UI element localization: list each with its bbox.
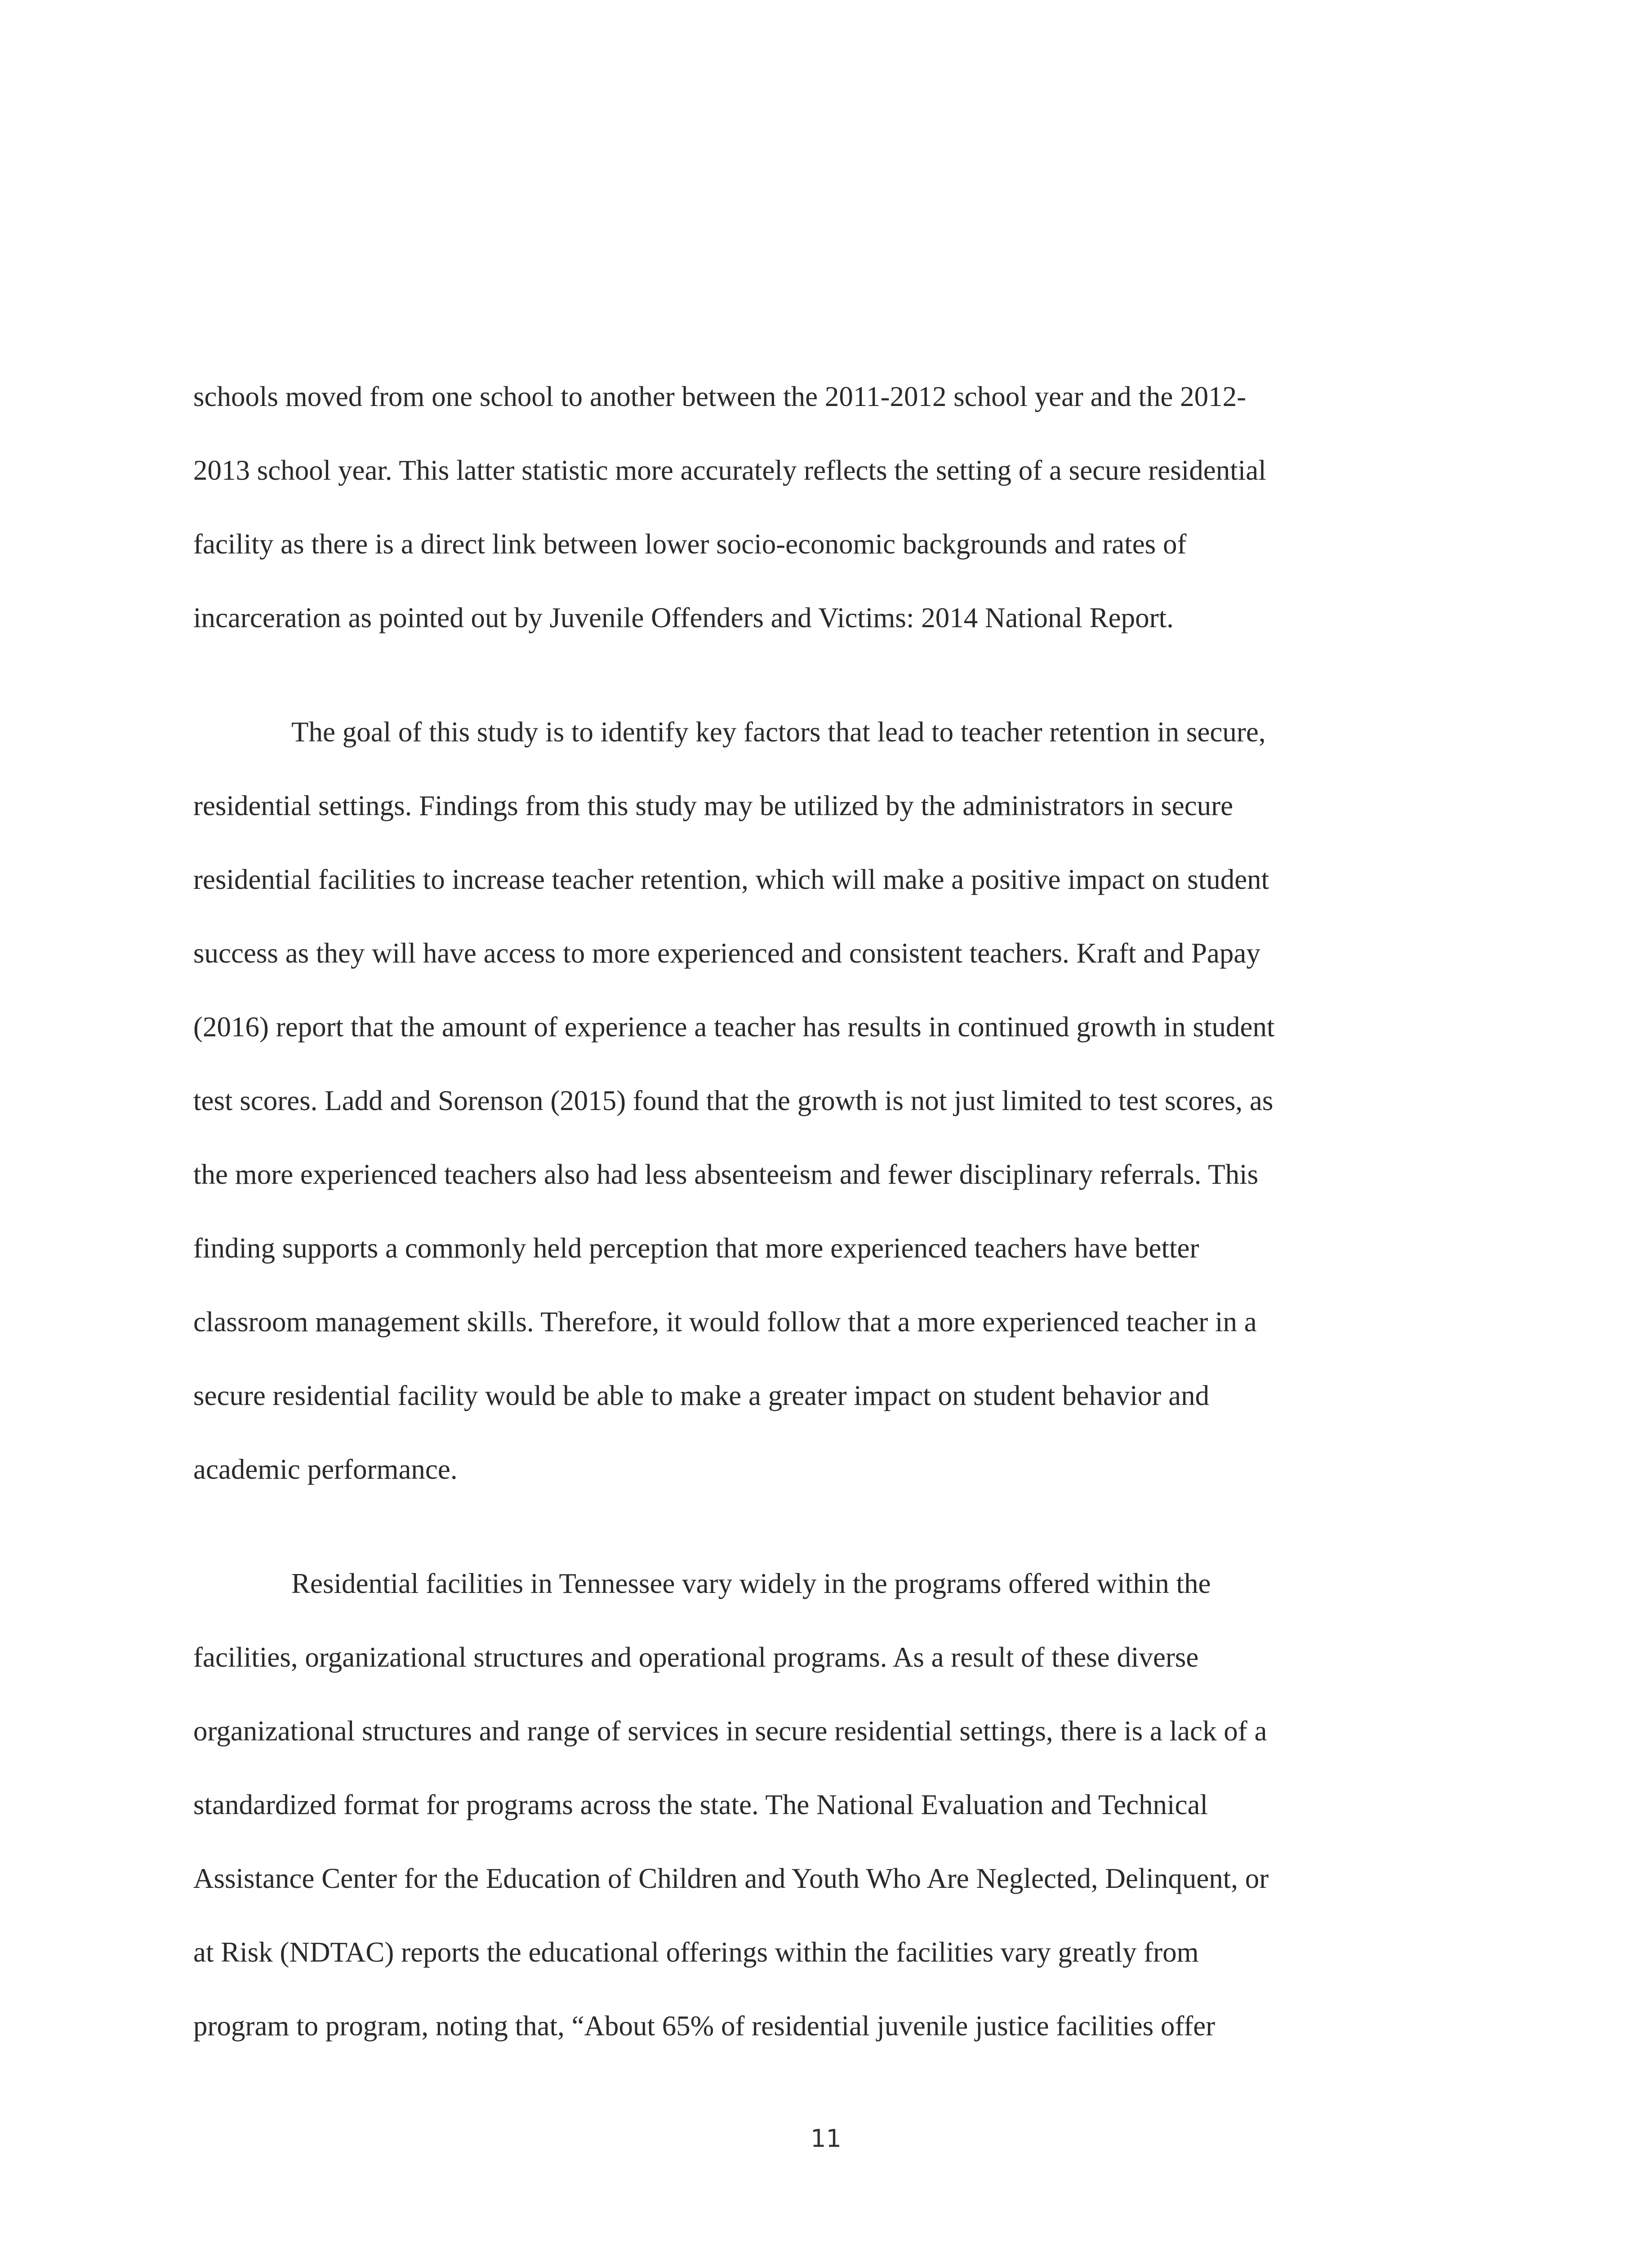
paragraph-1	[193, 360, 1425, 655]
page-number: 11	[810, 2124, 842, 2153]
text-line: incarceration as pointed out by Juvenile Offenders and Victims: 2014 National Report.	[193, 602, 1174, 633]
paragraph-3	[193, 1547, 1425, 2063]
text-line: program to program, noting that, “About 65% of residential juvenile justice facilities offer	[193, 2010, 1216, 2042]
text-line: finding supports a commonly held perception that more experienced teachers have better	[193, 1232, 1199, 1264]
text-line: at Risk (NDTAC) reports the educational offerings within the facilities vary greatly from	[193, 1936, 1199, 1968]
text-line: standardized format for programs across the state. The National Evaluation and Technical	[193, 1789, 1208, 1820]
text-line: success as they will have access to more experienced and consistent teachers. Kraft and Papay	[193, 937, 1260, 969]
text-line: classroom management skills. Therefore, it would follow that a more experienced teacher in a	[193, 1306, 1257, 1338]
text-line: the more experienced teachers also had less absenteeism and fewer disciplinary referrals. This	[193, 1159, 1259, 1190]
text-line: organizational structures and range of services in secure residential settings, there is a lack of a	[193, 1715, 1267, 1747]
text-line: Assistance Center for the Education of Children and Youth Who Are Neglected, Delinquent, or	[193, 1863, 1269, 1894]
text-line: facility as there is a direct link between lower socio-economic backgrounds and rates of	[193, 528, 1187, 560]
text-line: test scores. Ladd and Sorenson (2015) found that the growth is not just limited to test scores, as	[193, 1085, 1274, 1116]
text-line: residential settings. Findings from this study may be utilized by the administrators in secure	[193, 790, 1233, 821]
text-line: Residential facilities in Tennessee vary widely in the programs offered within the	[291, 1568, 1211, 1599]
text-line: academic performance.	[193, 1454, 458, 1485]
text-line: (2016) report that the amount of experience a teacher has results in continued growth in student	[193, 1011, 1275, 1043]
text-line: facilities, organizational structures and operational programs. As a result of these diverse	[193, 1641, 1199, 1673]
text-line: schools moved from one school to another between the 2011-2012 school year and the 2012-	[193, 381, 1247, 412]
text-line: The goal of this study is to identify key factors that lead to teacher retention in secure,	[291, 716, 1266, 748]
paragraph-2	[193, 695, 1425, 1506]
text-line: 2013 school year. This latter statistic more accurately reflects the setting of a secure residential	[193, 455, 1266, 486]
text-line: secure residential facility would be able to make a greater impact on student behavior and	[193, 1380, 1210, 1411]
body-text	[193, 360, 1425, 2063]
text-line: residential facilities to increase teacher retention, which will make a positive impact on student	[193, 864, 1269, 895]
